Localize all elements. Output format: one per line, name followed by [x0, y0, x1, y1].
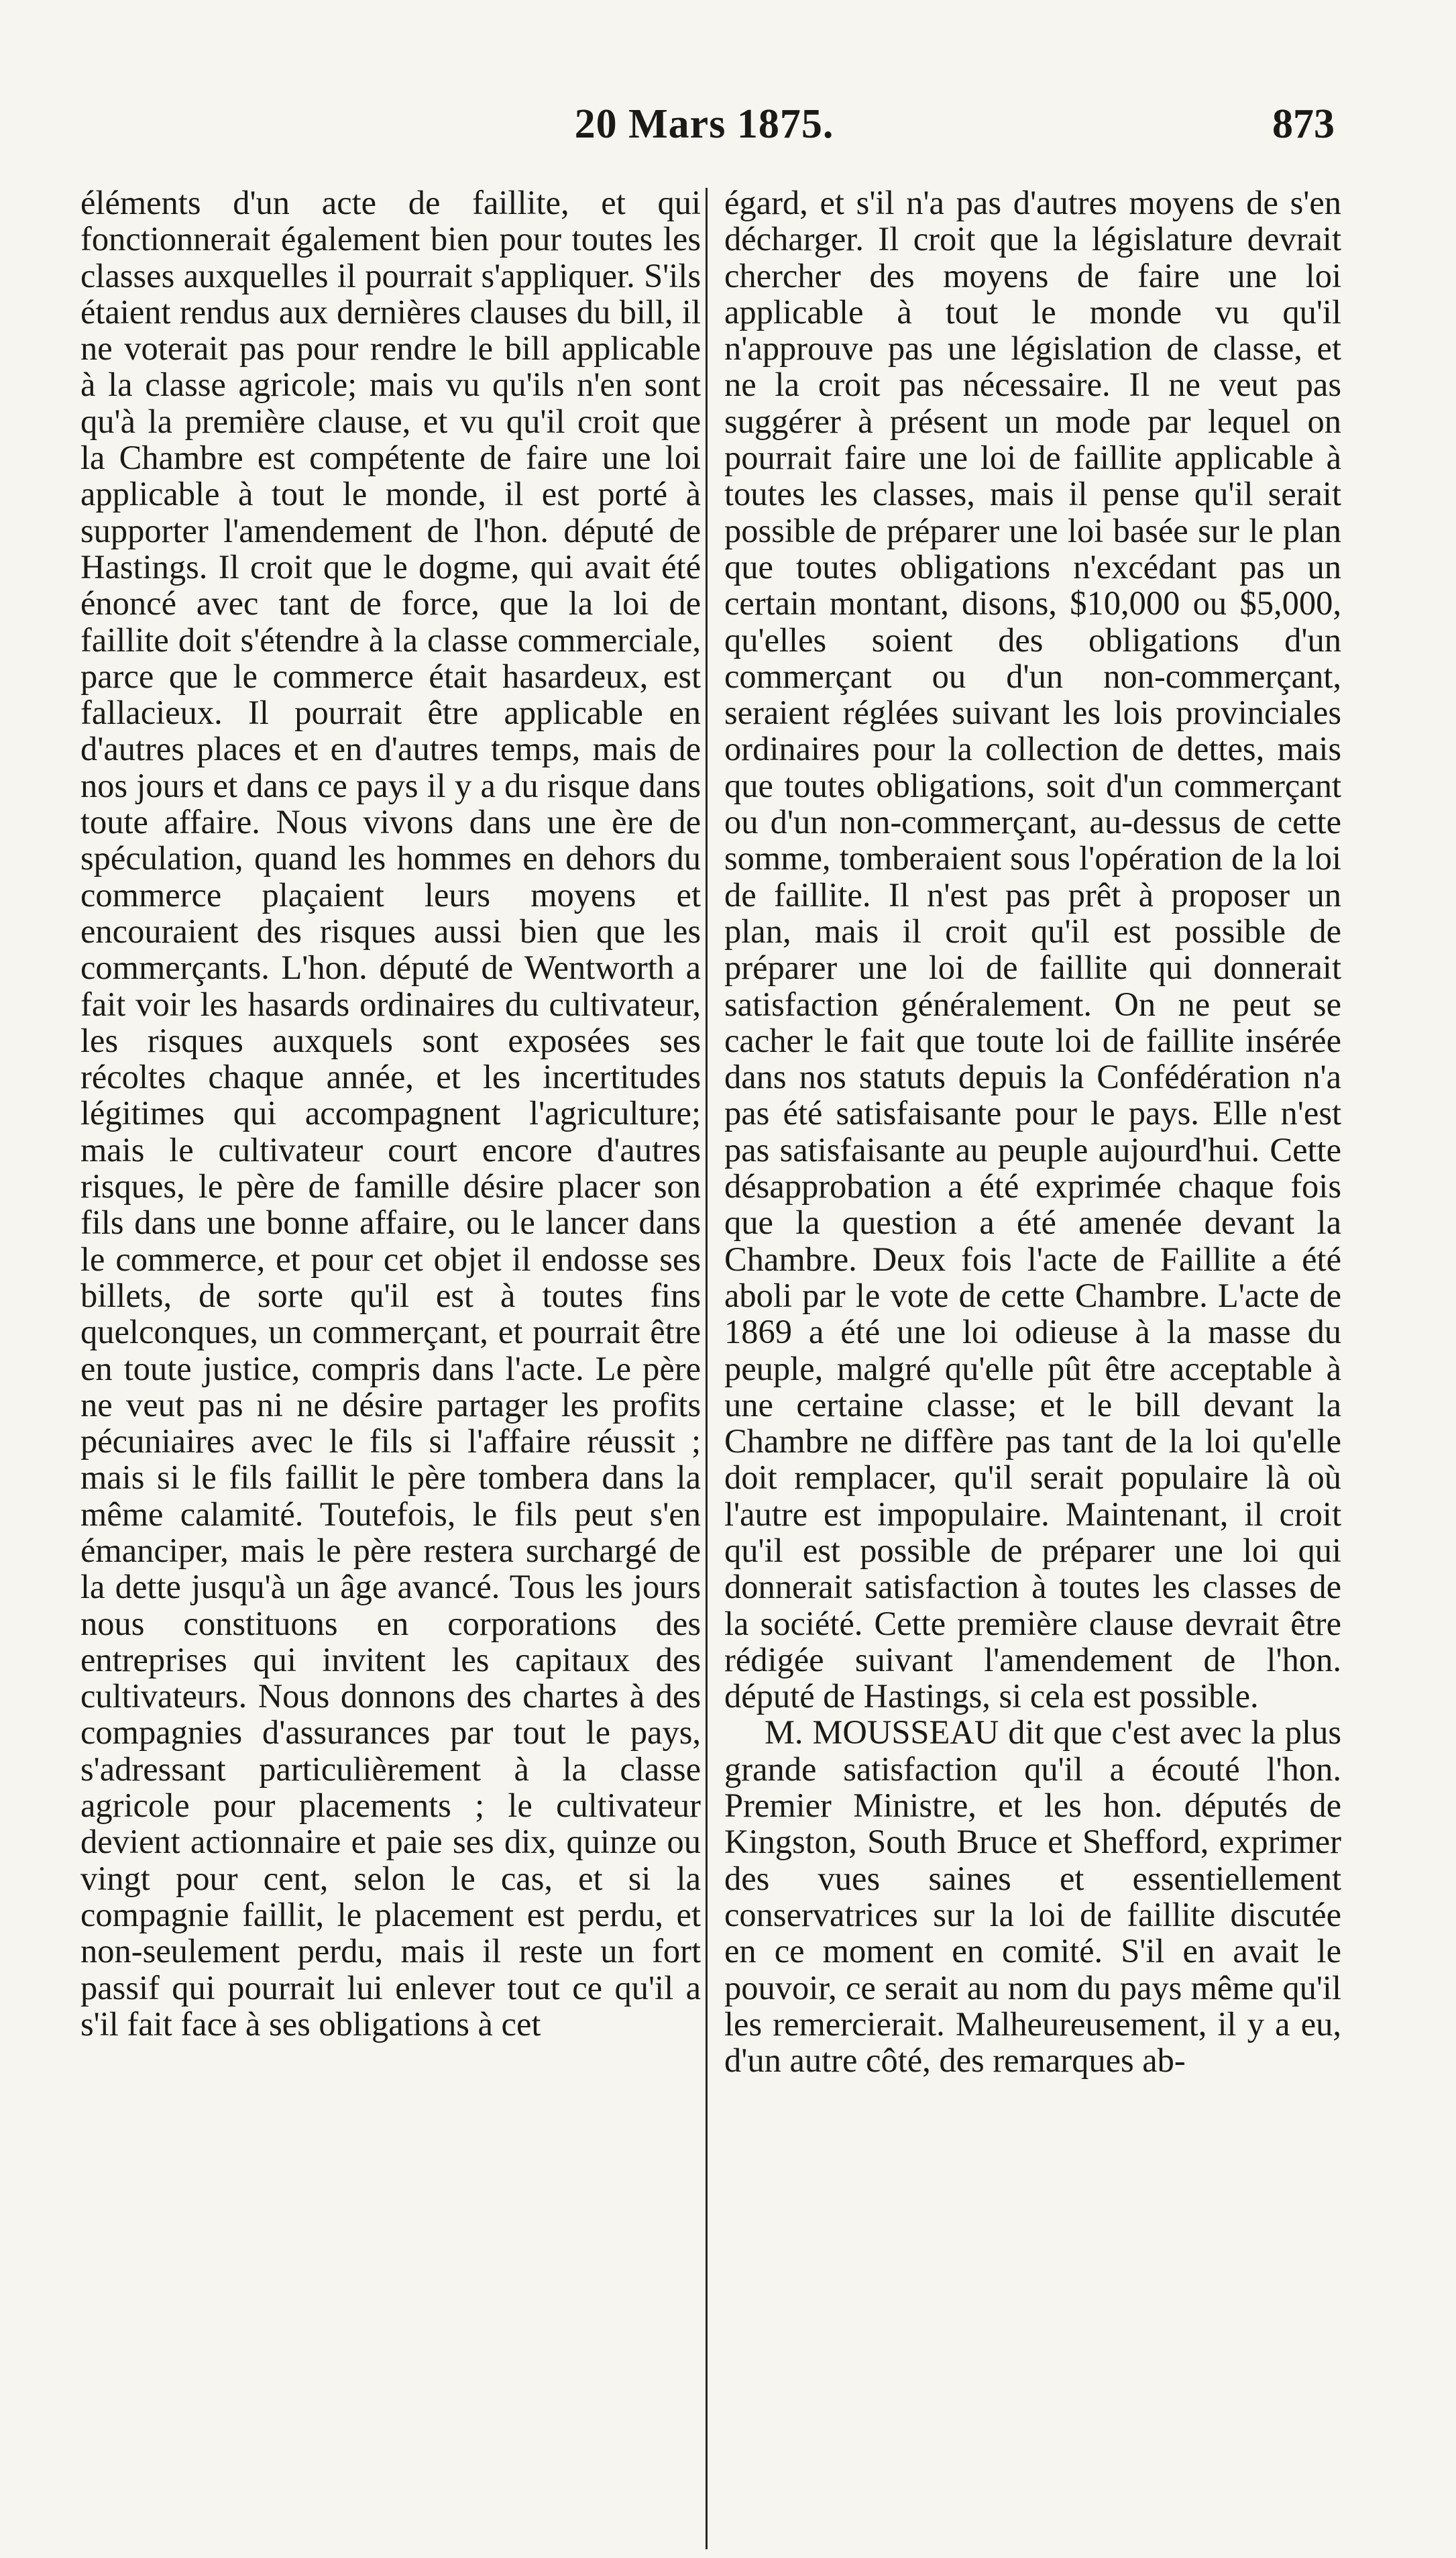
right-column	[724, 184, 1341, 2078]
left-column-paragraph: éléments d'un acte de faillite, et qui fonctionnerait également bien pour toutes les classes auxquelles il pourrait s'appliquer. S'ils étaient rendus aux dernières clauses du bill, il ne voterait pas pour rendre le bill applicable à la classe agricole; mais vu qu'ils n'en sont qu'à la première clause, et vu qu'il croit que la Chambre est compétente de faire une loi applicable à tout le monde, il est porté à supporter l'amendement de l'hon. député de Hastings. Il croit que le dogme, qui avait été énoncé avec tant de force, que la loi de faillite doit s'étendre à la classe commerciale, parce que le commerce était hasardeux, est fallacieux. Il pourrait être applicable en d'autres places et en d'autres temps, mais de nos jours et dans ce pays il y a du risque dans toute affaire. Nous vivons dans une ère de spéculation, quand les hommes en dehors du commerce plaçaient leurs moyens et encouraient des risques aussi bien que les commerçants. L'hon. député de Wentworth a fait voir les hasards ordinaires du cultivateur, les risques auxquels sont exposées ses récoltes chaque année, et les incertitudes légitimes qui accompagnent l'agriculture; mais le cultivateur court encore d'autres risques, le père de famille désire placer son fils dans une bonne affaire, ou le lancer dans le commerce, et pour cet objet il endosse ses billets, de sorte qu'il est à toutes fins quelconques, un commerçant, et pourrait être en toute justice, compris dans l'acte. Le père ne veut pas ni ne désire partager les profits pécuniaires avec le fils si l'affaire réussit ; mais si le fils faillit le père tombera dans la même calamité. Toutefois, le fils peut s'en émanciper, mais le père restera surchargé de la dette jusqu'à un âge avancé. Tous les jours nous constituons en corporations des entreprises qui invitent les capitaux des cultivateurs. Nous donnons des chartes à des compagnies d'assurances par tout le pays, s'adressant particulièrement à la classe agricole pour placements ; le cultivateur devient actionnaire et paie ses dix, quinze ou vingt pour cent, selon le cas, et si la compagnie faillit, le placement est perdu, et non-seulement perdu, mais il reste un fort passif qui pourrait lui enlever tout ce qu'il a s'il fait face à ses obligations à cet	[80, 184, 701, 2043]
right-column-paragraph-1: égard, et s'il n'a pas d'autres moyens de s'en décharger. Il croit que la législature devrait chercher des moyens de faire une loi applicable à tout le monde vu qu'il n'approuve pas une législation de classe, et ne la croit pas nécessaire. Il ne veut pas suggérer à présent un mode par lequel on pourrait faire une loi de faillite applicable à toutes les classes, mais il pense qu'il serait possible de préparer une loi basée sur le plan que toutes obligations n'excédant pas un certain montant, disons, $10,000 ou $5,000, qu'elles soient des obligations d'un commerçant ou d'un non-commerçant, seraient réglées suivant les lois provinciales ordinaires pour la collection de dettes, mais que toutes obligations, soit d'un commerçant ou d'un non-commerçant, au-dessus de cette somme, tomberaient sous l'opération de la loi de faillite. Il n'est pas prêt à proposer un plan, mais il croit qu'il est possible de préparer une loi de faillite qui donnerait satisfaction généralement. On ne peut se cacher le fait que toute loi de faillite insérée dans nos statuts depuis la Confédération n'a pas été satisfaisante pour le pays. Elle n'est pas satisfaisante au peuple aujourd'hui. Cette désapprobation a été exprimée chaque fois que la question a été amenée devant la Chambre. Deux fois l'acte de Faillite a été aboli par le vote de cette Chambre. L'acte de 1869 a été une loi odieuse à la masse du peuple, malgré qu'elle pût être acceptable à une certaine classe; et le bill devant la Chambre ne diffère pas tant de la loi qu'elle doit remplacer, qu'il serait populaire là où l'autre est impopulaire. Maintenant, il croit qu'il est possible de préparer une loi qui donnerait satisfaction à toutes les classes de la société. Cette première clause devrait être rédigée suivant l'amendement de l'hon. député de Hastings, si cela est possible.	[724, 184, 1341, 1715]
page-number: 873	[1272, 101, 1335, 147]
left-column	[80, 184, 701, 2042]
header-date: 20 Mars 1875.	[574, 101, 834, 147]
page-header	[74, 101, 1335, 154]
column-divider	[706, 188, 708, 2549]
right-column-paragraph-2: M. MOUSSEAU dit que c'est avec la plus grande satisfaction qu'il a écouté l'hon. Premier Ministre, et les hon. députés de Kingston, South Bruce et Shefford, exprimer des vues saines et essentiellement conservatrices sur la loi de faillite discutée en ce moment en comité. S'il en avait le pouvoir, ce serait au nom du pays même qu'il les remercierait. Malheureusement, il y a eu, d'un autre côté, des remarques ab-	[724, 1713, 1341, 2080]
